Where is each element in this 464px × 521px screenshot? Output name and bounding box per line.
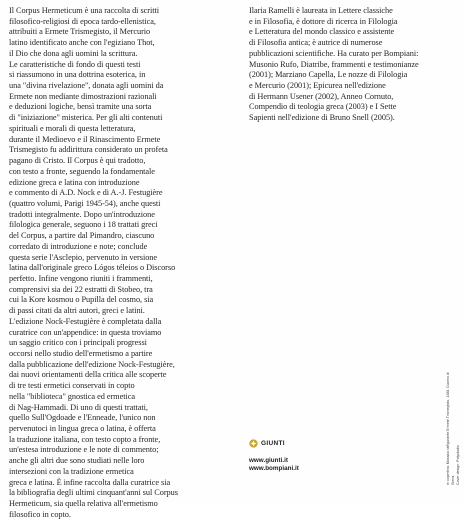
description-line: Ermete non mediante dimostrazioni razionali bbox=[9, 91, 157, 101]
description-line: Il Corpus Hermeticum è una raccolta di scritti bbox=[9, 6, 159, 15]
description-line: con testo a fronte, seguendo la fondamentale bbox=[9, 166, 155, 176]
bio-line: di Hermann Usener (2002), Anneo Cornuto, bbox=[249, 91, 394, 101]
description-line: corredato di introduzione e note; conclude bbox=[9, 241, 148, 251]
description-line: curatrice con un'appendice: in questa troviamo bbox=[9, 327, 162, 337]
bio-line: di Filosofia antica; è autrice di numerose bbox=[249, 38, 383, 48]
publisher-logo-text: GIUNTI bbox=[261, 439, 285, 447]
description-line: (quattro volumi, Parigi 1945-54), anche questi bbox=[9, 198, 161, 208]
description-line: anche gli altri due sono studiati nelle loro bbox=[9, 456, 145, 466]
description-line: di Nag-Hammadi. Di uno di questi trattati, bbox=[9, 402, 148, 412]
description-line: latino identificato anche con l'egiziano Thot, bbox=[9, 38, 155, 48]
description-line: questa serie l'Asclepio, pervenuto in versione bbox=[9, 252, 158, 262]
description-line: cui la Kore kosmou o Pupilla del cosmo, sia bbox=[9, 295, 154, 305]
bio-line: Musonio Rufo, Diatribe, frammenti e testimonianze bbox=[249, 59, 419, 69]
description-line: dai nuovi orientamenti della critica alle scoperte bbox=[9, 370, 167, 380]
publisher-url-giunti[interactable]: www.giunti.it bbox=[249, 457, 288, 464]
description-line: il Dio che dona agli uomini la scrittura. bbox=[9, 48, 138, 58]
description-line: di passi citati da altri autori, greci e latini. bbox=[9, 306, 145, 316]
giunti-logo-icon bbox=[249, 439, 258, 448]
description-line: pagano di Cristo. Il Corpus è qui tradotto, bbox=[9, 156, 146, 166]
description-line: e deduzioni logiche, bensì tramite una sorta bbox=[9, 102, 152, 112]
description-line: una "divina rivelazione", donata agli uomini da bbox=[9, 81, 164, 91]
description-line: la bibliografia degli ultimi cinquant'anni sul Corpus bbox=[9, 488, 178, 498]
publisher-url-bompiani[interactable]: www.bompiani.it bbox=[249, 465, 299, 472]
description-line: di "iniziazione" misterica. Per gli alti contenuti bbox=[9, 113, 163, 123]
bio-line: Sapienti nell'edizione di Bruno Snell (2005). bbox=[249, 113, 395, 123]
bio-line: pubblicazioni scientifiche. Ha curato per Bompiani: bbox=[249, 48, 419, 58]
bio-line: Compendio di teologia greca (2003) e I Sette bbox=[249, 102, 397, 112]
description-line: attribuiti a Ermete Trismegisto, il Mercurio bbox=[9, 27, 151, 37]
description-line: latina dall'originale greco Lógos téleios o Discorso bbox=[9, 263, 176, 273]
description-line: perfetto. Infine vengono riuniti i frammenti, bbox=[9, 273, 153, 283]
description-line: durante il Medioevo e il Rinascimento Ermete bbox=[9, 134, 161, 144]
description-line: L'edizione Nock-Festugière è completata dalla bbox=[9, 316, 162, 326]
description-line: nella "biblioteca" gnostica ed ermetica bbox=[9, 391, 135, 401]
book-description bbox=[9, 6, 231, 521]
description-line: quello Sull'Ogdoade e l'Enneade, l'unico non bbox=[9, 413, 156, 423]
cover-credit bbox=[446, 365, 460, 485]
description-line: occorsi nello studio dell'ermetismo a partire bbox=[9, 349, 153, 358]
description-line: del Corpus, a partire dal Pimandro, ciascuno bbox=[9, 231, 155, 241]
description-line: un'estesa introduzione e le note di commento; bbox=[9, 445, 159, 455]
description-line: filosofico-religiosi di epoca tardo-ellenistica, bbox=[9, 16, 156, 26]
bio-line: Ilaria Ramelli è laureata in Lettere classiche bbox=[249, 6, 393, 15]
description-line: filosofico in copto. bbox=[9, 509, 71, 519]
bio-line: e in Filosofia, è dottore di ricerca in Filologia bbox=[249, 16, 398, 26]
description-line: si riassumono in una dottrina esoterica, in bbox=[9, 70, 146, 80]
cover-credit-line: In copertina: Mosaico raffigurante Ermete Trismegisto, 1488. Duomo di Siena. bbox=[446, 372, 455, 485]
bio-line: e Letteratura del mondo classico e assistente bbox=[249, 27, 395, 37]
description-line: e commento di A.D. Nock e di A.-J. Festugière bbox=[9, 188, 163, 198]
cover-design-line: Cover design: Polystudio bbox=[455, 445, 460, 485]
description-line: Hermeticum, sia quella relativa all'ermetismo bbox=[9, 499, 158, 509]
description-line: greca e latina. È infine raccolta dalla curatrice sia bbox=[9, 477, 171, 487]
author-bio bbox=[249, 6, 445, 124]
bio-line: (2001); Marziano Capella, Le nozze di Filologia bbox=[249, 70, 408, 80]
description-line: dalla pubblicazione dell'edizione Nock-Festugière, bbox=[9, 359, 175, 369]
description-line: pervenutoci in lingua greca o latina, è offerta bbox=[9, 424, 156, 434]
description-line: Le caratteristiche di fondo di questi testi bbox=[9, 59, 141, 69]
description-line: la traduzione italiana, con testo copto a fronte, bbox=[9, 434, 161, 444]
description-line: tradotti integralmente. Dopo un'introduzione bbox=[9, 209, 155, 219]
description-line: di tre testi ermetici conservati in copto bbox=[9, 381, 135, 391]
description-line: filologica generale, seguono i 18 trattati greci bbox=[9, 220, 158, 230]
bio-line: e Mercurio (2001); Epicurea nell'edizione bbox=[249, 81, 386, 91]
description-line: Trismegisto fu addirittura considerato un profeta bbox=[9, 145, 168, 155]
description-line: comprensivi sia dei 22 estratti di Stobeo, tra bbox=[9, 284, 153, 294]
description-line: un saggio critico con i principali progressi bbox=[9, 338, 147, 348]
publisher-logo bbox=[249, 438, 369, 448]
description-line: edizione greca e latina con introduzione bbox=[9, 177, 140, 187]
description-line: intersezioni con la tradizione ermetica bbox=[9, 466, 134, 476]
description-line: spirituali e morali di questa letteratura, bbox=[9, 123, 136, 133]
publisher-block bbox=[249, 438, 369, 473]
